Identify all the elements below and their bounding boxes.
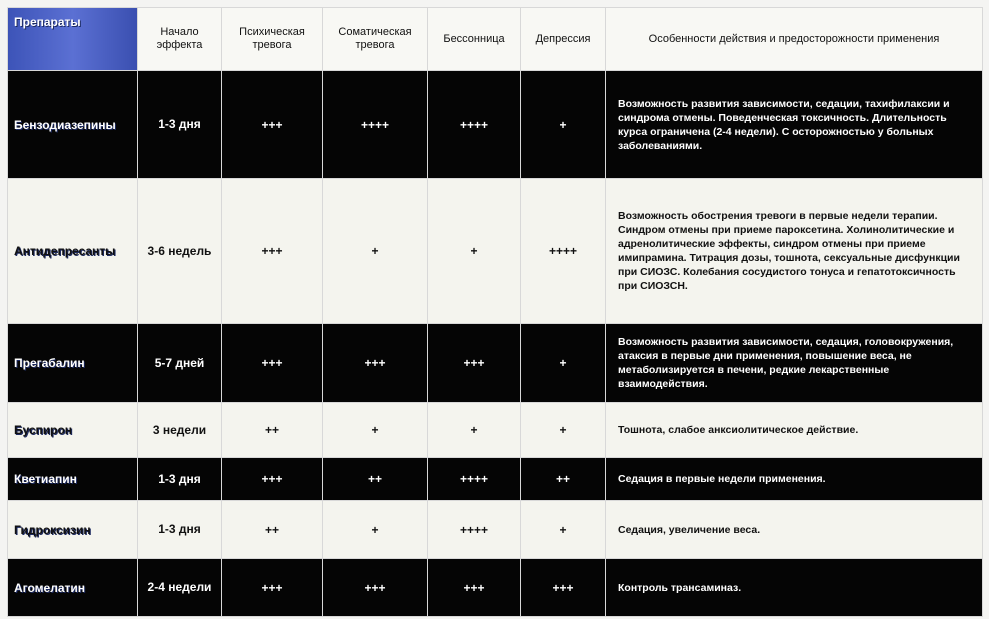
- header-drugs: Препараты: [8, 8, 138, 71]
- depression-cell: ++++: [521, 179, 606, 324]
- header-somatic-anxiety: Соматическая тревога: [323, 8, 428, 71]
- insomnia-cell: +++: [428, 559, 521, 617]
- notes-cell: Седация в первые недели применения.: [606, 458, 983, 501]
- depression-cell: +: [521, 324, 606, 403]
- somatic-cell: +: [323, 403, 428, 458]
- table-row: [8, 71, 983, 179]
- notes-cell: Возможность обострения тревоги в первые недели терапии. Синдром отмены при приеме пароксетина. Холинолитические и адренолитические эффекты, синдром отмены при приеме имипрамина. Титрация дозы, тошнота, сексуальные дисфункции при СИОЗС. Колебания сосудистого тонуса и гепатотоксичность при СИОЗСН.: [606, 179, 983, 324]
- table-row: [8, 458, 983, 501]
- header-notes: Особенности действия и предосторожности применения: [606, 8, 983, 71]
- drug-name: Прегабалин: [8, 324, 138, 403]
- somatic-cell: +++: [323, 324, 428, 403]
- header-depression: Депрессия: [521, 8, 606, 71]
- table-row: [8, 501, 983, 559]
- depression-cell: +: [521, 71, 606, 179]
- notes-cell: Контроль трансаминаз.: [606, 559, 983, 617]
- header-insomnia: Бессонница: [428, 8, 521, 71]
- onset-cell: 2-4 недели: [138, 559, 222, 617]
- onset-cell: 1-3 дня: [138, 71, 222, 179]
- notes-cell: Возможность развития зависимости, седация, головокружения, атаксия в первые дни применения, повышение веса, не метаболизируется в печени, редкие лекарственные взаимодействия.: [606, 324, 983, 403]
- drug-comparison-table-wrapper: [7, 7, 982, 610]
- drug-comparison-table: [7, 7, 983, 617]
- onset-cell: 5-7 дней: [138, 324, 222, 403]
- psychic-cell: +++: [222, 559, 323, 617]
- notes-cell: Возможность развития зависимости, седации, тахифилаксии и синдрома отмены. Поведенческая токсичность. Длительность курса ограничена (2-4 недели). С осторожностью у больных заболеваниями.: [606, 71, 983, 179]
- notes-cell: Тошнота, слабое анксиолитическое действие.: [606, 403, 983, 458]
- header-row: [8, 8, 983, 71]
- somatic-cell: ++: [323, 458, 428, 501]
- insomnia-cell: +++: [428, 324, 521, 403]
- psychic-cell: +++: [222, 458, 323, 501]
- drug-name: Агомелатин: [8, 559, 138, 617]
- psychic-cell: ++: [222, 403, 323, 458]
- onset-cell: 3-6 недель: [138, 179, 222, 324]
- psychic-cell: +++: [222, 179, 323, 324]
- depression-cell: +: [521, 501, 606, 559]
- drug-name: Гидроксизин: [8, 501, 138, 559]
- table-row: [8, 403, 983, 458]
- depression-cell: +++: [521, 559, 606, 617]
- depression-cell: +: [521, 403, 606, 458]
- drug-name: Антидепресанты: [8, 179, 138, 324]
- somatic-cell: ++++: [323, 71, 428, 179]
- header-onset: Начало эффекта: [138, 8, 222, 71]
- insomnia-cell: ++++: [428, 71, 521, 179]
- psychic-cell: ++: [222, 501, 323, 559]
- table-row: [8, 324, 983, 403]
- drug-name: Кветиапин: [8, 458, 138, 501]
- onset-cell: 3 недели: [138, 403, 222, 458]
- table-row: [8, 559, 983, 617]
- onset-cell: 1-3 дня: [138, 501, 222, 559]
- depression-cell: ++: [521, 458, 606, 501]
- psychic-cell: +++: [222, 324, 323, 403]
- header-psychic-anxiety: Психическая тревога: [222, 8, 323, 71]
- insomnia-cell: ++++: [428, 501, 521, 559]
- insomnia-cell: +: [428, 403, 521, 458]
- somatic-cell: +: [323, 501, 428, 559]
- drug-name: Буспирон: [8, 403, 138, 458]
- somatic-cell: +: [323, 179, 428, 324]
- insomnia-cell: +: [428, 179, 521, 324]
- psychic-cell: +++: [222, 71, 323, 179]
- drug-name: Бензодиазепины: [8, 71, 138, 179]
- onset-cell: 1-3 дня: [138, 458, 222, 501]
- insomnia-cell: ++++: [428, 458, 521, 501]
- table-row: [8, 179, 983, 324]
- somatic-cell: +++: [323, 559, 428, 617]
- notes-cell: Седация, увеличение веса.: [606, 501, 983, 559]
